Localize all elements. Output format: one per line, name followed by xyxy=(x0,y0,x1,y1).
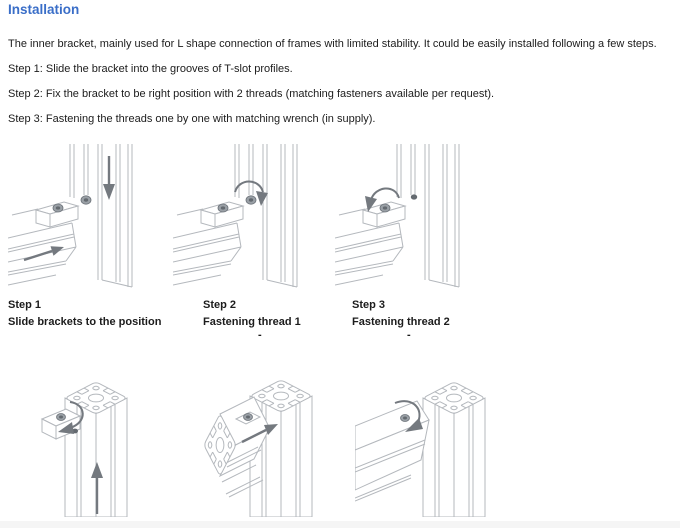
screw-icon xyxy=(57,414,66,421)
step-instruction-2: Step 2: Fix the bracket to be right position with 2 threads (matching fasteners available per request). xyxy=(8,88,495,100)
screw-icon xyxy=(246,196,256,204)
figure-step2-fasten-thread1 xyxy=(173,140,303,300)
caption-step-title: Step 1 xyxy=(8,299,42,311)
caption-step2 xyxy=(203,297,301,339)
vertical-profile xyxy=(397,144,459,287)
post-bracket-rotate-slide-up-diagram xyxy=(30,376,170,517)
caption-step-text: Fastening thread 2 xyxy=(352,316,450,328)
caption-dash: - xyxy=(407,329,411,341)
caption-step3 xyxy=(352,297,450,339)
caption-step-text: Fastening thread 1 xyxy=(203,316,301,328)
horizontal-beam xyxy=(355,401,429,501)
page-title: Installation xyxy=(8,2,80,17)
caption-step-title: Step 2 xyxy=(203,299,237,311)
intro-paragraph: The inner bracket, mainly used for L shape connection of frames with limited stability. It could be easily installed following a few steps. xyxy=(8,38,657,50)
caption-step1 xyxy=(8,297,161,331)
screw-icon xyxy=(218,204,228,212)
slide-right-arrow-icon xyxy=(24,246,64,260)
vertical-post xyxy=(423,398,485,517)
figure-step1-slide xyxy=(8,140,138,300)
caption-step-text: Slide brackets to the position xyxy=(8,316,162,328)
screw-icon xyxy=(53,204,63,212)
step-instruction-1: Step 1: Slide the bracket into the grooves of T-slot profiles. xyxy=(8,63,293,75)
figure-iso-step2 xyxy=(196,376,344,522)
figure-step3-fasten-thread2 xyxy=(335,140,465,300)
slide-down-arrow-icon xyxy=(103,156,115,200)
caption-dash: - xyxy=(258,329,262,341)
caption-step-title: Step 3 xyxy=(352,299,386,311)
screw-icon xyxy=(380,204,390,212)
screw-flush-icon xyxy=(411,194,417,199)
figure-iso-step1 xyxy=(30,376,170,522)
page-bottom-divider xyxy=(0,521,680,528)
beam-slide-to-post-diagram xyxy=(196,376,344,517)
screw-icon xyxy=(81,196,91,204)
l-joint-fasten-thread-1-diagram xyxy=(173,140,303,295)
l-joint-fasten-thread-2-diagram xyxy=(335,140,465,295)
screw-icon xyxy=(401,415,410,422)
step-instruction-3: Step 3: Fastening the threads one by one with matching wrench (in supply). xyxy=(8,113,376,125)
beam-post-fasten-rotate-diagram xyxy=(355,376,512,517)
screw-icon xyxy=(244,414,253,421)
vertical-profile xyxy=(235,144,297,287)
vertical-profile xyxy=(70,144,132,287)
figure-iso-step3 xyxy=(355,376,512,522)
l-joint-slide-arrows-diagram xyxy=(8,140,138,295)
